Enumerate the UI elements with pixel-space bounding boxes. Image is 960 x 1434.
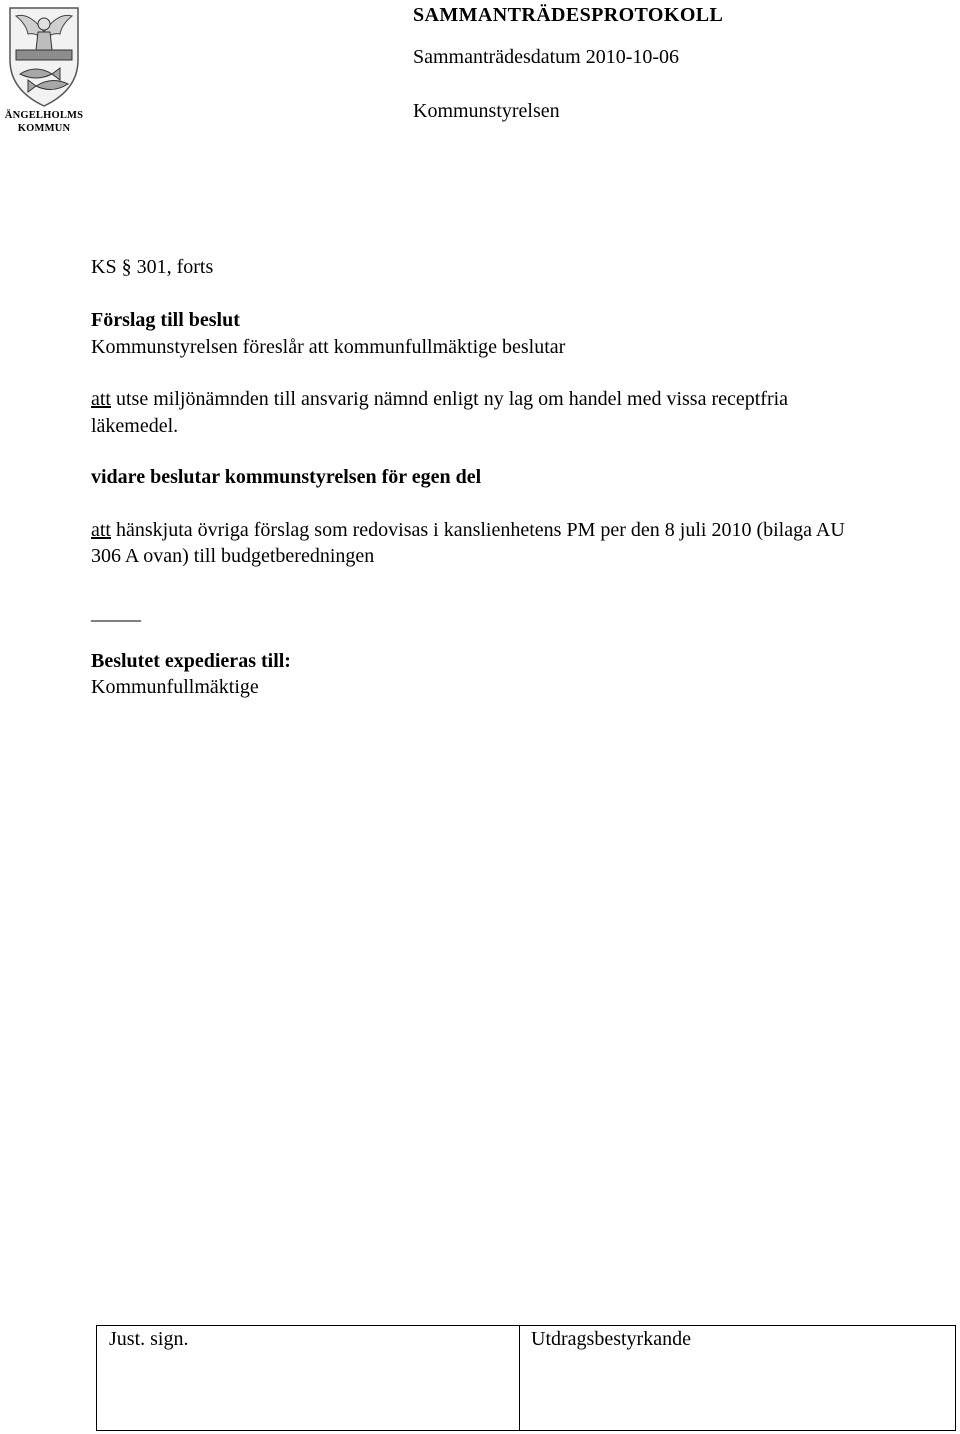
logo-text-line2: KOMMUN [17,123,71,134]
municipality-coat-of-arms-logo [2,2,86,136]
further-decision-heading: vidare beslutar kommunstyrelsen för egen del [91,466,482,488]
certification-label: Utdragsbestyrkande [531,1328,691,1350]
decision-clause-1-text: utse miljönämnden till ansvarig nämnd enligt ny lag om handel med vissa receptfria [111,388,789,410]
att-keyword: att [91,519,111,541]
section-reference: KS § 301, forts [91,256,214,278]
coat-of-arms-icon [2,2,86,108]
signature-box [96,1325,956,1431]
decision-clause-2-line-1 [91,517,845,543]
document-title: SAMMANTRÄDESPROTOKOLL [413,4,724,26]
decision-clause-2-text: hänskjuta övriga förslag som redovisas i kanslienhetens PM per den 8 juli 2010 (bilaga AU [111,519,845,541]
dispatch-heading: Beslutet expedieras till: [91,650,291,672]
decision-clause-2-line-2: 306 A ovan) till budgetberedningen [91,545,375,567]
logo-text-line1: ÄNGELHOLMS [4,110,84,121]
proposal-heading: Förslag till beslut [91,309,240,331]
proposal-intro: Kommunstyrelsen föreslår att kommunfullmäktige beslutar [91,336,566,358]
meeting-date: Sammanträdesdatum 2010-10-06 [413,46,680,68]
separator-line: _____ [91,602,141,624]
governing-body: Kommunstyrelsen [413,100,560,122]
decision-clause-1-line-2: läkemedel. [91,415,179,437]
att-keyword: att [91,388,111,410]
just-sign-label: Just. sign. [109,1328,189,1350]
dispatch-recipient: Kommunfullmäktige [91,676,259,698]
decision-clause-1-line-1 [91,386,788,412]
signature-divider [519,1326,520,1430]
